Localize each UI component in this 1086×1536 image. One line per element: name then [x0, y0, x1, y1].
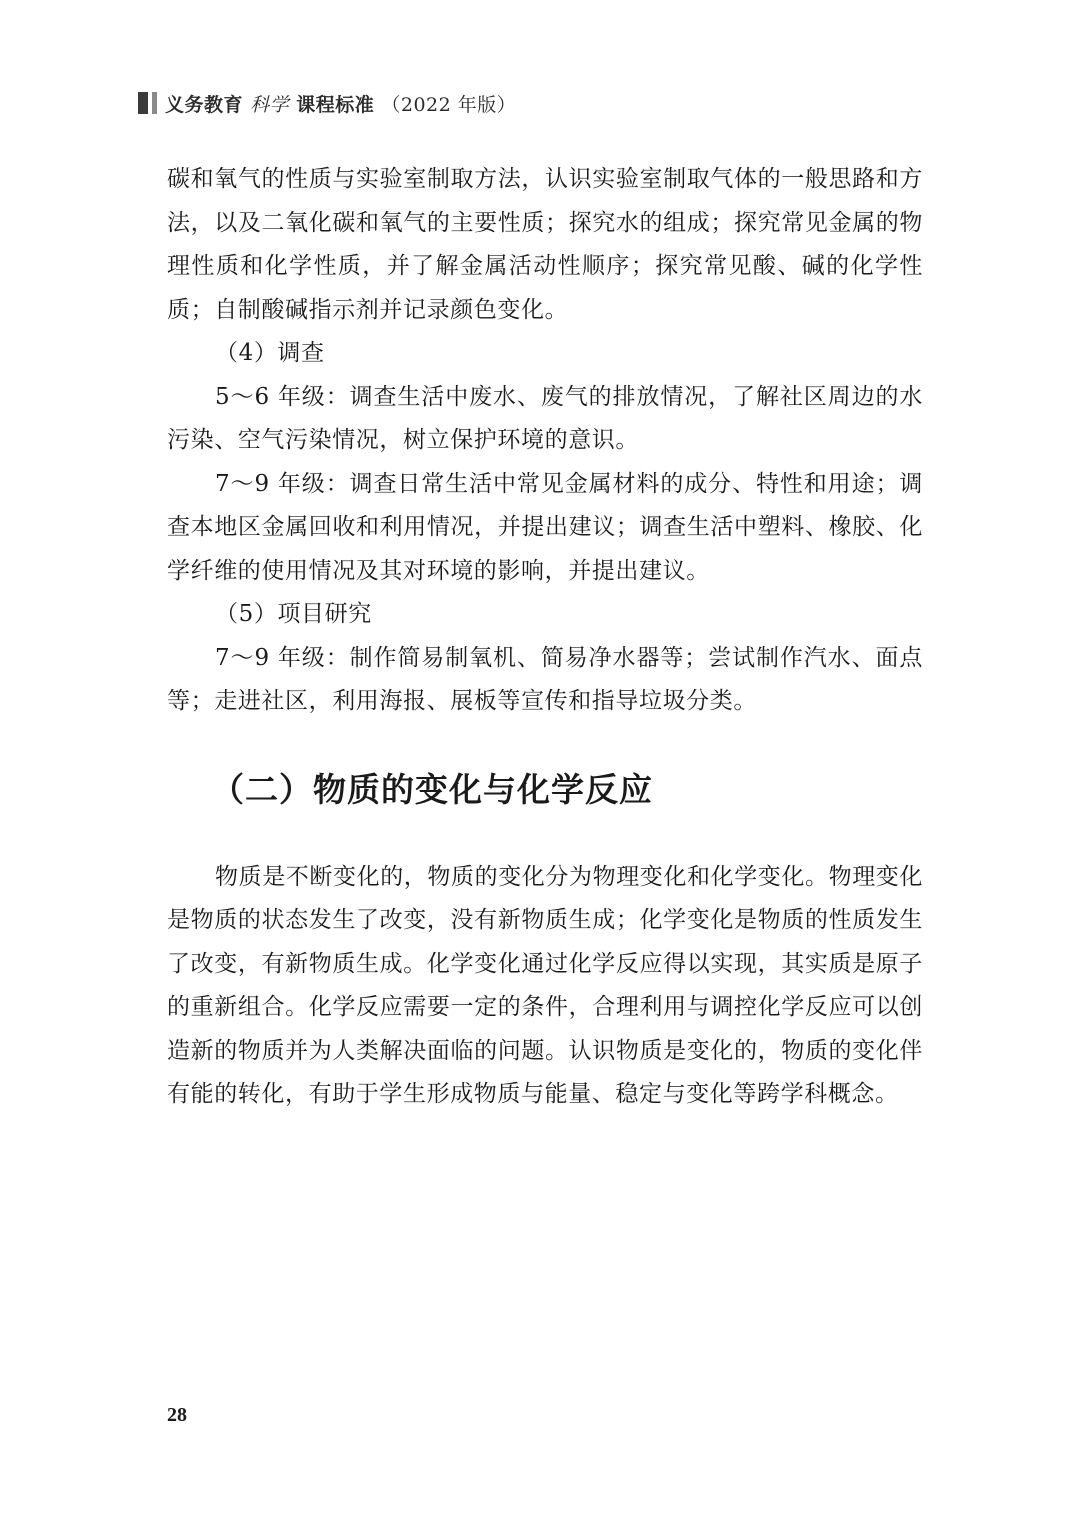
book-title-subject: 科学: [250, 93, 290, 116]
paragraph-grade-5-6: 5～6 年级：调查生活中废水、废气的排放情况，了解社区周边的水污染、空气污染情况，树立保护环境的意识。: [167, 383, 923, 453]
header-bar-light: [152, 92, 157, 114]
header-bars-decoration: [138, 92, 157, 114]
book-title-prefix: 义务教育: [165, 93, 251, 116]
section-title: （二）物质的变化与化学反应: [211, 769, 653, 809]
page-number: 28: [167, 1404, 187, 1426]
page-content: [167, 158, 923, 1117]
subheading-project-research: （5）项目研究: [215, 601, 372, 627]
paragraph-continuation: 碳和氧气的性质与实验室制取方法，认识实验室制取气体的一般思路和方法，以及二氧化碳和氧气的主要性质；探究水的组成；探究常见金属的物理性质和化学性质，并了解金属活动性顺序；探究常见酸、碱的化学性质；自制酸碱指示剂并记录颜色变化。: [167, 166, 923, 323]
book-edition: （2022 年版）: [381, 93, 517, 116]
subheading-survey: （4）调查: [215, 340, 325, 366]
book-title: [165, 90, 516, 117]
book-title-main: 课程标准: [289, 93, 382, 116]
running-header: [138, 88, 516, 118]
paragraph-grade-7-9-project: 7～9 年级：制作简易制氧机、简易净水器等；尝试制作汽水、面点等；走进社区，利用海报、展板等宣传和指导垃圾分类。: [167, 644, 923, 714]
paragraph-grade-7-9-survey: 7～9 年级：调查日常生活中常见金属材料的成分、特性和用途；调查本地区金属回收和利用情况，并提出建议；调查生活中塑料、橡胶、化学纤维的使用情况及其对环境的影响，并提出建议。: [167, 470, 923, 584]
paragraph-section-intro: 物质是不断变化的，物质的变化分为物理变化和化学变化。物理变化是物质的状态发生了改变，没有新物质生成；化学变化是物质的性质发生了改变，有新物质生成。化学变化通过化学反应得以实现，其实质是原子的重新组合。化学反应需要一定的条件，合理利用与调控化学反应可以创造新的物质并为人类解决面临的问题。认识物质是变化的，物质的变化伴有能的转化，有助于学生形成物质与能量、稳定与变化等跨学科概念。: [167, 863, 923, 1107]
header-bar-dark: [138, 92, 148, 114]
